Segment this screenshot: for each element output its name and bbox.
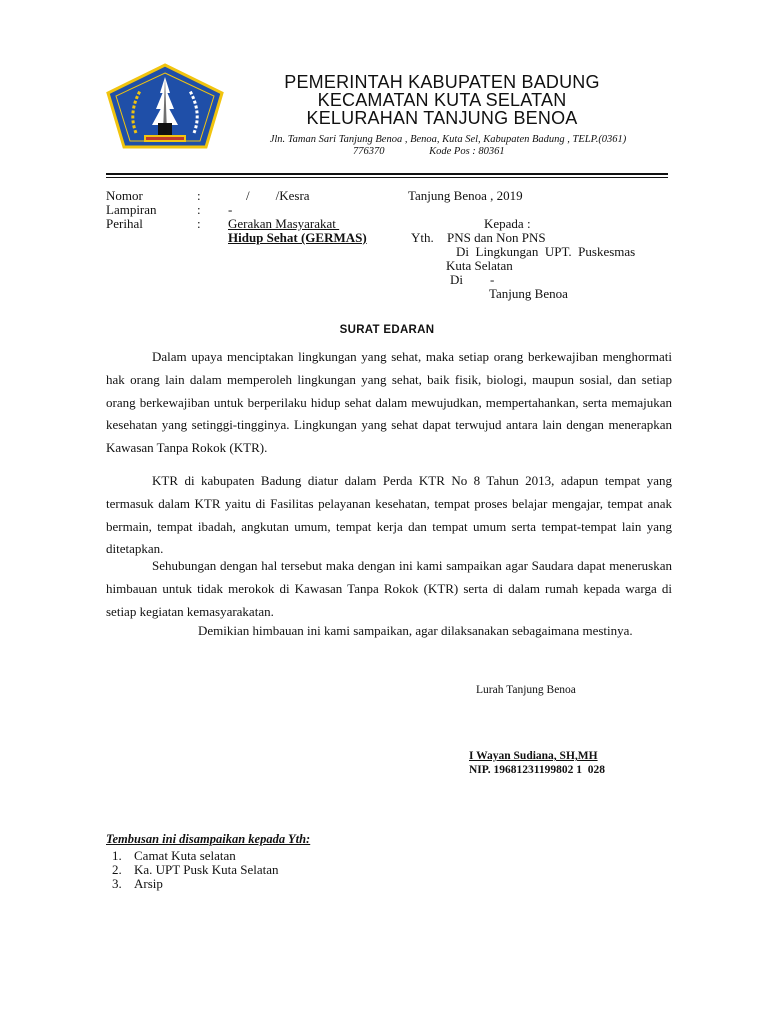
letterhead-address-cont <box>228 146 668 157</box>
letterhead-village: KELURAHAN TANJUNG BENOA <box>306 108 578 128</box>
tembusan-item-num: 1. <box>112 848 122 863</box>
paragraph-3 <box>106 555 672 623</box>
signatory-office: Lurah Tanjung Benoa <box>476 684 576 696</box>
recipient-line1: PNS dan Non PNS <box>447 230 546 245</box>
kepada-label: Kepada : <box>484 216 531 231</box>
letterhead-district: KECAMATAN KUTA SELATAN <box>317 90 567 110</box>
recipient-di-dash: - <box>490 272 495 287</box>
nomor-value: / /Kesra <box>246 188 310 203</box>
tembusan-item-num: 2. <box>112 862 122 877</box>
recipient-line2: Di Lingkungan UPT. Puskesmas <box>456 244 636 259</box>
signatory-name: I Wayan Sudiana, SH,MH <box>469 750 598 762</box>
letterhead-rule-thick <box>106 173 668 175</box>
signatory-nip: NIP. 19681231199802 1 028 <box>469 764 605 776</box>
tembusan-item <box>112 848 236 863</box>
nomor-colon: : <box>197 188 201 203</box>
lampiran-colon: : <box>197 202 201 217</box>
place-date: Tanjung Benoa , 2019 <box>408 188 523 203</box>
perihal-value-line2: Hidup Sehat (GERMAS) <box>228 230 367 245</box>
paragraph-2 <box>106 470 672 561</box>
nomor-label: Nomor <box>106 188 143 203</box>
letter-title: SURAT EDARAN <box>339 324 435 336</box>
paragraph-4 <box>106 620 672 643</box>
letterhead-rule-thin <box>106 177 668 178</box>
perihal-value-line1: Gerakan Masyarakat <box>228 216 340 231</box>
letterhead-government: PEMERINTAH KABUPATEN BADUNG <box>284 72 600 92</box>
paragraph-1 <box>106 346 672 460</box>
tembusan-item-text: Arsip <box>134 876 163 891</box>
lampiran-value: - <box>228 202 233 217</box>
perihal-label: Perihal <box>106 216 143 231</box>
tembusan-item <box>112 862 279 877</box>
tembusan-title: Tembusan ini disampaikan kepada Yth: <box>106 832 311 846</box>
tembusan-item-text: Camat Kuta selatan <box>134 848 236 863</box>
postal-code: Kode Pos : 80361 <box>429 146 505 157</box>
lampiran-label: Lampiran <box>106 202 157 217</box>
recipient-di: Di <box>450 272 463 287</box>
paragraph-3-text: Sehubungan dengan hal tersebut maka dengan ini kami sampaikan agar Saudara dapat meneruskan himbauan untuk tidak merokok di Kawasan Tanpa Rokok (KTR) serta di dalam rumah kepada warga di setiap kegiatan kemasyarakatan. <box>106 558 672 619</box>
recipient-line3: Kuta Selatan <box>446 258 513 273</box>
paragraph-1-text: Dalam upaya menciptakan lingkungan yang sehat, maka setiap orang berkewajiban menghormati hak orang lain dalam memperoleh lingkungan yang sehat, baik fisik, biologi, maupun sosial, dan setiap orang berkewajiban untuk berperilaku hidup sehat dalam mewujudkan, mempertahankan, serta memajukan kesehatan yang setinggi-tingginya. Lingkungan yang sehat dapat terwujud antara lain dengan menerapkan Kawasan Tanpa Rokok (KTR). <box>106 349 672 456</box>
phone-continued: 776370 <box>353 146 385 157</box>
letterhead-address: Jln. Taman Sari Tanjung Benoa , Benoa, Kuta Sel, Kabupaten Badung , TELP.(0361) <box>269 134 627 145</box>
perihal-colon: : <box>197 216 201 231</box>
badung-regency-logo <box>106 63 224 149</box>
tembusan-item <box>112 876 163 891</box>
tembusan-item-text: Ka. UPT Pusk Kuta Selatan <box>134 862 279 877</box>
yth-label: Yth. <box>411 230 434 245</box>
recipient-line5: Tanjung Benoa <box>489 286 568 301</box>
tembusan-item-num: 3. <box>112 876 122 891</box>
paragraph-2-text: KTR di kabupaten Badung diatur dalam Perda KTR No 8 Tahun 2013, adapun tempat yang termasuk dalam KTR yaitu di Fasilitas pelayanan kesehatan, tempat proses belajar mengajar, tempat anak bermain, tempat ibadah, angkutan umum, tempat kerja dan tempat umum serta tempat-tempat lain yang ditetapkan. <box>106 473 672 557</box>
paragraph-4-text: Demikian himbauan ini kami sampaikan, agar dilaksanakan sebagaimana mestinya. <box>198 623 633 638</box>
